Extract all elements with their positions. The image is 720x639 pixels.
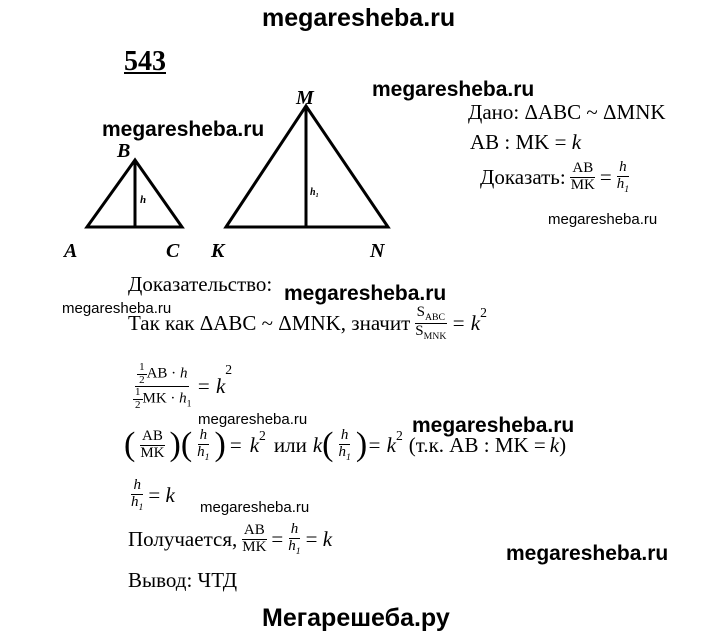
- watermark: megaresheba.ru: [198, 411, 308, 428]
- watermark: megaresheba.ru: [284, 282, 447, 305]
- proof-line-2: $\frac{1}{2}$ AB · h $\frac{1}{2}$ MK · $h_1$ = k $^2$: [135, 361, 233, 411]
- conclusion: Вывод: ЧТД: [128, 568, 238, 592]
- watermark: megaresheba.ru: [102, 118, 265, 141]
- watermark: megaresheba.ru: [62, 300, 172, 317]
- label-b: B: [117, 140, 131, 162]
- label-n: N: [370, 240, 385, 262]
- watermark-top: megaresheba.ru: [262, 4, 456, 32]
- proof-title: Доказательство:: [128, 272, 273, 296]
- watermark: megaresheba.ru: [372, 78, 535, 101]
- label-m: M: [296, 87, 314, 109]
- proof-line-1: Так как ΔABC ~ ΔMNK, значит $\frac{S_{ABC}}{S_{MNK}}$ = k $^2$: [128, 304, 487, 343]
- watermark: megaresheba.ru: [548, 211, 658, 228]
- watermark: megaresheba.ru: [200, 499, 310, 516]
- prove-statement: Доказать: $\frac{AB}{MK}$ = $\frac{h}{h_1}$: [480, 159, 630, 195]
- label-k: K: [211, 240, 225, 262]
- label-c: C: [166, 240, 180, 262]
- proof-line-4: $\frac{h}{h_1}$ = k: [131, 477, 175, 513]
- given-line: Дано: ΔABC ~ ΔMNK: [468, 100, 666, 124]
- label-h: h: [140, 194, 147, 206]
- given-ratio: AB : MK = k: [470, 130, 582, 154]
- proof-result: Получается, $\frac{AB}{MK}$ = $\frac{h}{h_1}$ = k: [128, 521, 333, 557]
- watermark-footer: Мегарешеба.ру: [262, 604, 450, 632]
- problem-number: 543: [124, 46, 166, 77]
- watermark: megaresheba.ru: [506, 542, 669, 565]
- label-a: A: [64, 240, 78, 262]
- label-h1: h₁: [310, 187, 320, 198]
- watermark: megaresheba.ru: [412, 414, 575, 437]
- proof-line-3: ( $\frac{AB}{MK}$ ) ( $\frac{h}{h_1}$ ) = k $^2$ или k ( $\frac{h}{h_1}$ ) = k $^2$ (т.к. AB : MK = k ): [124, 426, 567, 464]
